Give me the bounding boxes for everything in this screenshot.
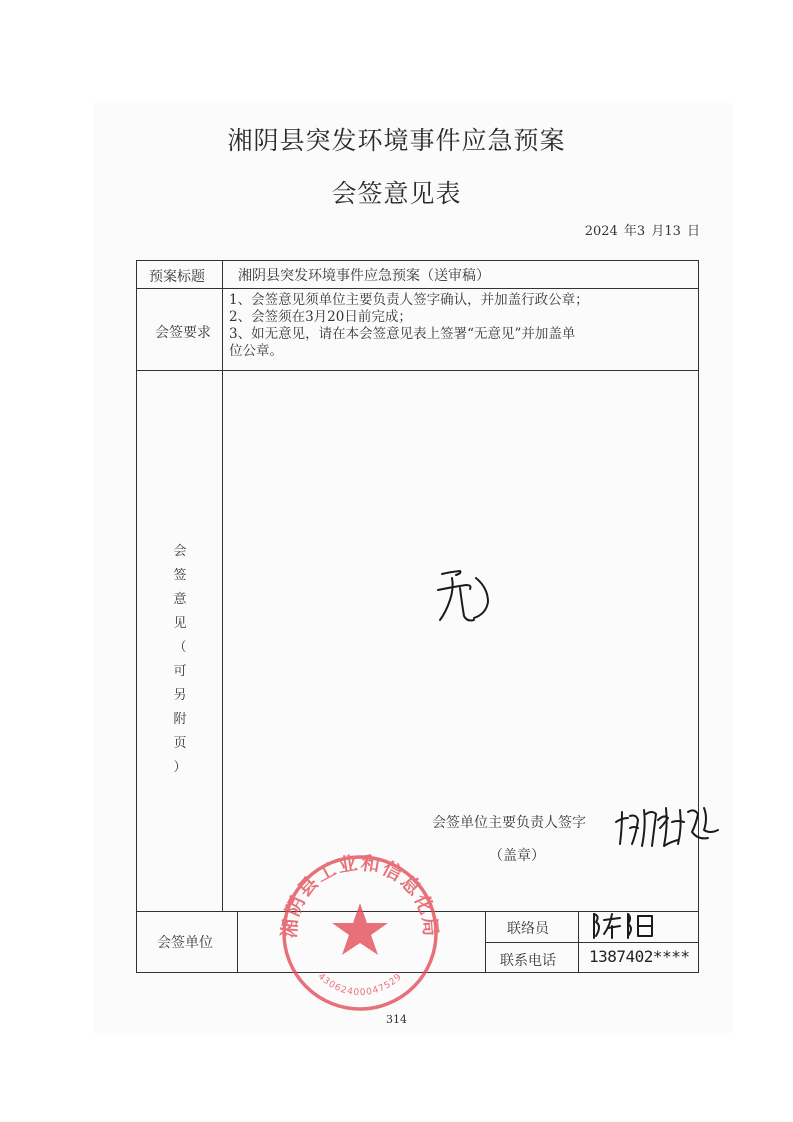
handwritten-signer-signature	[612, 800, 724, 852]
row-divider	[136, 288, 699, 289]
column-divider	[237, 911, 238, 973]
opinion-label-char: 见	[173, 616, 187, 631]
requirement-item: 3、如无意见，请在本会签意见表上签署“无意见”并加盖单	[229, 326, 576, 342]
opinion-label-char: 附	[173, 712, 187, 727]
document-date: 2024 年3 月13 日	[584, 224, 700, 239]
requirement-item: 1、会签意见须单位主要负责人签字确认，并加盖行政公章；	[229, 292, 589, 308]
page-number: 314	[386, 1013, 407, 1026]
opinion-label-char: 另	[173, 688, 187, 703]
official-seal-stamp	[275, 853, 445, 1011]
svg-text:43062400047529: 43062400047529	[315, 971, 405, 999]
column-divider	[578, 911, 579, 973]
seal-label: （盖章）	[489, 848, 545, 864]
signature-label: 会签单位主要负责人签字	[432, 815, 586, 831]
contact-label: 联络员	[507, 921, 549, 937]
opinion-label-char: 意	[173, 592, 187, 607]
row-divider	[485, 942, 699, 943]
row-divider	[136, 370, 699, 371]
opinion-label-vertical	[170, 540, 190, 780]
opinion-label-char: （	[173, 640, 187, 655]
requirements-list	[229, 292, 695, 360]
svg-text:湘阴县工业和信息化局: 湘阴县工业和信息化局	[278, 853, 442, 939]
unit-label: 会签单位	[157, 935, 213, 951]
handwritten-contact-name	[590, 910, 660, 942]
requirement-item: 2、会签须在3月20日前完成；	[229, 309, 412, 325]
requirements-label: 会签要求	[155, 325, 211, 341]
opinion-label-char: 可	[173, 664, 187, 679]
column-divider	[485, 911, 486, 973]
requirement-item: 位公章。	[229, 343, 283, 359]
plan-title-value: 湘阴县突发环境事件应急预案（送审稿）	[238, 268, 490, 284]
handwritten-opinion-signature	[436, 568, 496, 628]
opinion-label-char: ）	[173, 760, 187, 775]
opinion-label-char: 页	[173, 736, 187, 751]
opinion-label-char: 签	[173, 568, 187, 583]
column-divider	[222, 260, 223, 911]
document-subtitle: 会签意见表	[331, 179, 462, 208]
plan-title-label: 预案标题	[149, 269, 205, 285]
phone-value: 1387402****	[589, 947, 690, 966]
phone-label: 联系电话	[500, 953, 556, 969]
document-title: 湘阴县突发环境事件应急预案	[227, 126, 566, 155]
opinion-label-char: 会	[173, 544, 187, 559]
